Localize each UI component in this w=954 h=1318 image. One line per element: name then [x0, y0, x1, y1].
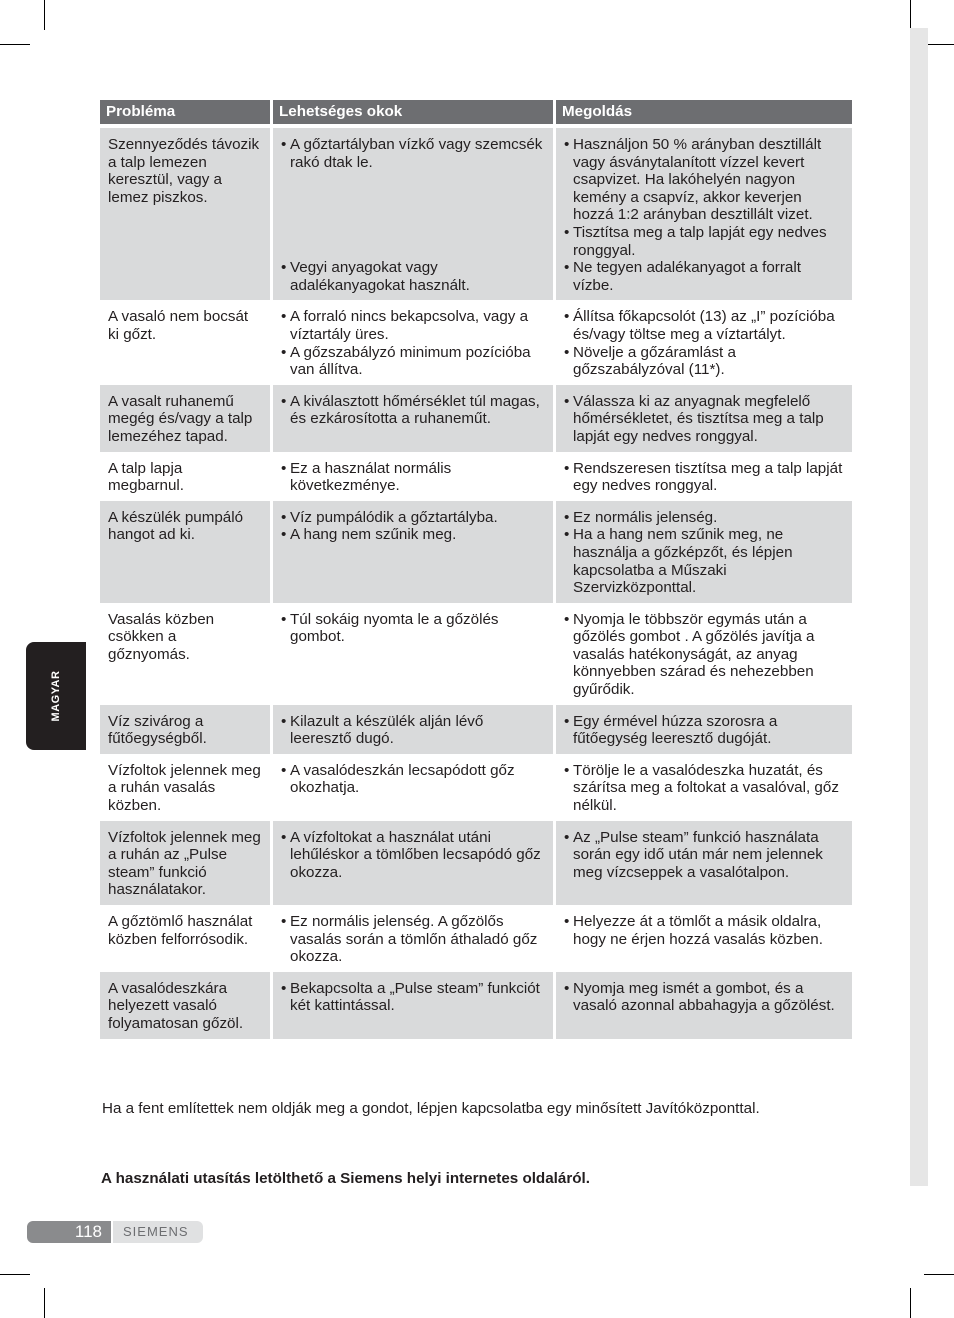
problem-cell: A vasalt ruhanemű megég és/vagy a talp lemezéhez tapad. [100, 385, 273, 452]
solution-item: Az „Pulse steam” funkció használata során egy idő után már nem jelennek meg vízcseppek a vasalótalpon. [573, 828, 823, 881]
cause-item: Kilazult a készülék alján lévő leeresztő dugó. [290, 712, 484, 748]
language-tab [26, 642, 86, 750]
cause-item: A hang nem szűnik meg. [290, 526, 457, 544]
brand-label: SIEMENS [113, 1221, 203, 1243]
header-problem: Probléma [100, 100, 273, 128]
solution-item: Ha a hang nem szűnik meg, ne használja a gőzképzőt, és lépjen kapcsolatba a Műszaki Szervizközponttal. [573, 526, 793, 597]
table-row [100, 905, 852, 972]
causes-cell: • A gőztartályban vízkő vagy szemcsék rakó dtak le. • Vegyi anyagokat vagy adalékanyagokat használt. [273, 128, 556, 300]
solution-item: Válassza ki az anyagnak megfelelő hőmérsékletet, és tisztítsa meg a talp lapját egy nedves ronggyal. [573, 392, 824, 445]
troubleshooting-table [100, 100, 852, 1039]
problem-cell: A vasalódeszkára helyezett vasaló folyamatosan gőzöl. [100, 972, 273, 1039]
crop-mark [0, 44, 30, 45]
table-row [100, 385, 852, 452]
cause-item: A vízfoltokat a használat utáni lehűléskor a tömlőben lecsapódó gőz okozza. [290, 828, 541, 881]
problem-cell: A gőztömlő használat közben felforrósodik. [100, 905, 273, 972]
cause-item: Víz pumpálódik a gőztartályba. [290, 508, 498, 526]
problem-cell: Vasalás közben csökken a gőznyomás. [100, 603, 273, 705]
causes-cell: • Ez normális jelenség. A gőzölős vasalás során a tömlőn áthaladó gőz okozza. [273, 905, 556, 972]
table-row [100, 128, 852, 300]
cause-item: Bekapcsolta a „Pulse steam” funkciót két kattintással. [290, 979, 540, 1015]
page-footer [27, 1221, 203, 1243]
problem-cell: A vasaló nem bocsát ki gőzt. [100, 300, 273, 384]
cause-item: A kiválasztott hőmérséklet túl magas, és ezkárosította a ruhaneműt. [290, 392, 540, 428]
solution-cell: • Törölje le a vasalódeszka huzatát, és szárítsa meg a foltokat a vasalóval, gőz nélkül. [556, 754, 852, 821]
causes-cell: • A kiválasztott hőmérséklet túl magas, és ezkárosította a ruhaneműt. [273, 385, 556, 452]
service-note: Ha a fent említettek nem oldják meg a gondot, lépjen kapcsolatba egy minősített Javítóközponttal. [102, 1100, 760, 1117]
download-note: A használati utasítás letölthető a Siemens helyi internetes oldaláról. [101, 1170, 590, 1187]
causes-cell: • Bekapcsolta a „Pulse steam” funkciót két kattintással. [273, 972, 556, 1039]
cause-item: Ez normális jelenség. A gőzölős vasalás során a tömlőn áthaladó gőz okozza. [290, 913, 538, 966]
solution-item: Növelje a gőzáramlást a gőzszabályzóval (11*). [573, 343, 736, 379]
causes-cell: • Ez a használat normális következménye. [273, 452, 556, 501]
solution-item: Rendszeresen tisztítsa meg a talp lapját egy nedves ronggyal. [573, 459, 843, 495]
crop-mark [924, 1274, 954, 1275]
solution-cell: • Nyomja le többször egymás után a gőzölés gombot . A gőzölés javítja a vasalás hatékonyságát, az anyag könnyebben szárad és nehezebben gyűrődik. [556, 603, 852, 705]
solution-cell: • Az „Pulse steam” funkció használata során egy idő után már nem jelennek meg vízcseppek a vasalótalpon. [556, 821, 852, 905]
causes-cell: • Kilazult a készülék alján lévő leeresztő dugó. [273, 705, 556, 754]
table-header-row [100, 100, 852, 128]
solution-cell: • Nyomja meg ismét a gombot, és a vasaló azonnal abbahagyja a gőzölést. [556, 972, 852, 1039]
language-label: MAGYAR [50, 670, 62, 722]
problem-cell: A talp lapja megbarnul. [100, 452, 273, 501]
problem-cell: Vízfoltok jelennek meg a ruhán vasalás közben. [100, 754, 273, 821]
cause-item: Vegyi anyagokat vagy adalékanyagokat használt. [290, 259, 470, 294]
solution-cell: • Állítsa főkapcsolót (13) az „I” pozícióba és/vagy töltse meg a víztartályt. • Növelje a gőzáramlást a gőzszabályzóval (11*). [556, 300, 852, 384]
page-number: 118 [27, 1221, 111, 1243]
solution-item: Állítsa főkapcsolót (13) az „I” pozícióba és/vagy töltse meg a víztartályt. [573, 308, 835, 343]
cause-item: A gőzszabályzó minimum pozícióba van állítva. [290, 343, 531, 379]
cause-item: A gőztartályban vízkő vagy szemcsék rakó dtak le. [290, 136, 543, 171]
solution-cell: • Használjon 50 % arányban desztillált vagy ásványtalanított vízzel kevert csapvizet. Ha lakóhelyén nagyon kemény a csapvíz, akkor keverjen hozzá 1:2 arányban desztillált vizet. • Tisztítsa meg a talp lapját egy nedves ronggyal. • Ne tegyen adalékanyagot a forralt vízbe. [556, 128, 852, 300]
solution-item: Nyomja le többször egymás után a gőzölés gombot . A gőzölés javítja a vasalás hatékonyságát, az anyag könnyebben szárad és nehezebben gyűrődik. [573, 610, 815, 699]
table-row [100, 300, 852, 384]
solution-cell: • Helyezze át a tömlőt a másik oldalra, hogy ne érjen hozzá vasalás közben. [556, 905, 852, 972]
cause-item: Ez a használat normális következménye. [290, 459, 452, 495]
causes-cell: • A forraló nincs bekapcsolva, vagy a víztartály üres. • A gőzszabályzó minimum pozícióba van állítva. [273, 300, 556, 384]
cause-item: A forraló nincs bekapcsolva, vagy a víztartály üres. [290, 308, 529, 343]
solution-item: Egy érmével húzza szorosra a fűtőegység leeresztő dugóját. [573, 712, 778, 748]
problem-cell: Víz szivárog a fűtőegységből. [100, 705, 273, 754]
crop-mark [910, 1288, 911, 1318]
solution-cell: • Rendszeresen tisztítsa meg a talp lapját egy nedves ronggyal. [556, 452, 852, 501]
crop-mark [0, 1274, 30, 1275]
causes-cell: • A vízfoltokat a használat utáni lehűléskor a tömlőben lecsapódó gőz okozza. [273, 821, 556, 905]
table-row [100, 972, 852, 1039]
solution-item: Tisztítsa meg a talp lapját egy nedves ronggyal. [573, 223, 827, 259]
solution-cell: • Válassza ki az anyagnak megfelelő hőmérsékletet, és tisztítsa meg a talp lapját egy nedves ronggyal. [556, 385, 852, 452]
crop-mark [910, 0, 911, 30]
table-row [100, 821, 852, 905]
solution-item: Helyezze át a tömlőt a másik oldalra, hogy ne érjen hozzá vasalás közben. [573, 913, 823, 948]
causes-cell: • A vasalódeszkán lecsapódott gőz okozhatja. [273, 754, 556, 821]
causes-cell: • Víz pumpálódik a gőztartályba. • A hang nem szűnik meg. [273, 501, 556, 603]
table-row [100, 603, 852, 705]
table-row [100, 754, 852, 821]
solution-item: Ne tegyen adalékanyagot a forralt vízbe. [573, 259, 801, 294]
crop-mark [44, 0, 45, 30]
solution-cell: • Ez normális jelenség. • Ha a hang nem szűnik meg, ne használja a gőzképzőt, és lépjen kapcsolatba a Műszaki Szervizközponttal. [556, 501, 852, 603]
table-row [100, 452, 852, 501]
header-solution: Megoldás [556, 100, 852, 128]
causes-cell: • Túl sokáig nyomta le a gőzölés gombot. [273, 603, 556, 705]
solution-item: Nyomja meg ismét a gombot, és a vasaló azonnal abbahagyja a gőzölést. [573, 979, 835, 1015]
solution-item: Törölje le a vasalódeszka huzatát, és szárítsa meg a foltokat a vasalóval, gőz nélkül. [573, 761, 839, 815]
solution-item: Használjon 50 % arányban desztillált vagy ásványtalanított vízzel kevert csapvizet. Ha lakóhelyén nagyon kemény a csapvíz, akkor keverjen hozzá 1:2 arányban desztillált vizet. [573, 136, 822, 224]
crop-mark [924, 44, 954, 45]
problem-cell: Szennyeződés távozik a talp lemezen keresztül, vagy a lemez piszkos. [100, 128, 273, 300]
page-edge-strip [910, 28, 928, 1186]
crop-mark [44, 1288, 45, 1318]
cause-item: A vasalódeszkán lecsapódott gőz okozhatja. [290, 761, 515, 797]
table-row [100, 501, 852, 603]
problem-cell: A készülék pumpáló hangot ad ki. [100, 501, 273, 603]
table-row [100, 705, 852, 754]
solution-cell: • Egy érmével húzza szorosra a fűtőegység leeresztő dugóját. [556, 705, 852, 754]
cause-item: Túl sokáig nyomta le a gőzölés gombot. [290, 610, 499, 646]
solution-item: Ez normális jelenség. [573, 508, 718, 526]
header-causes: Lehetséges okok [273, 100, 556, 128]
problem-cell: Vízfoltok jelennek meg a ruhán az „Pulse steam” funkció használatakor. [100, 821, 273, 905]
